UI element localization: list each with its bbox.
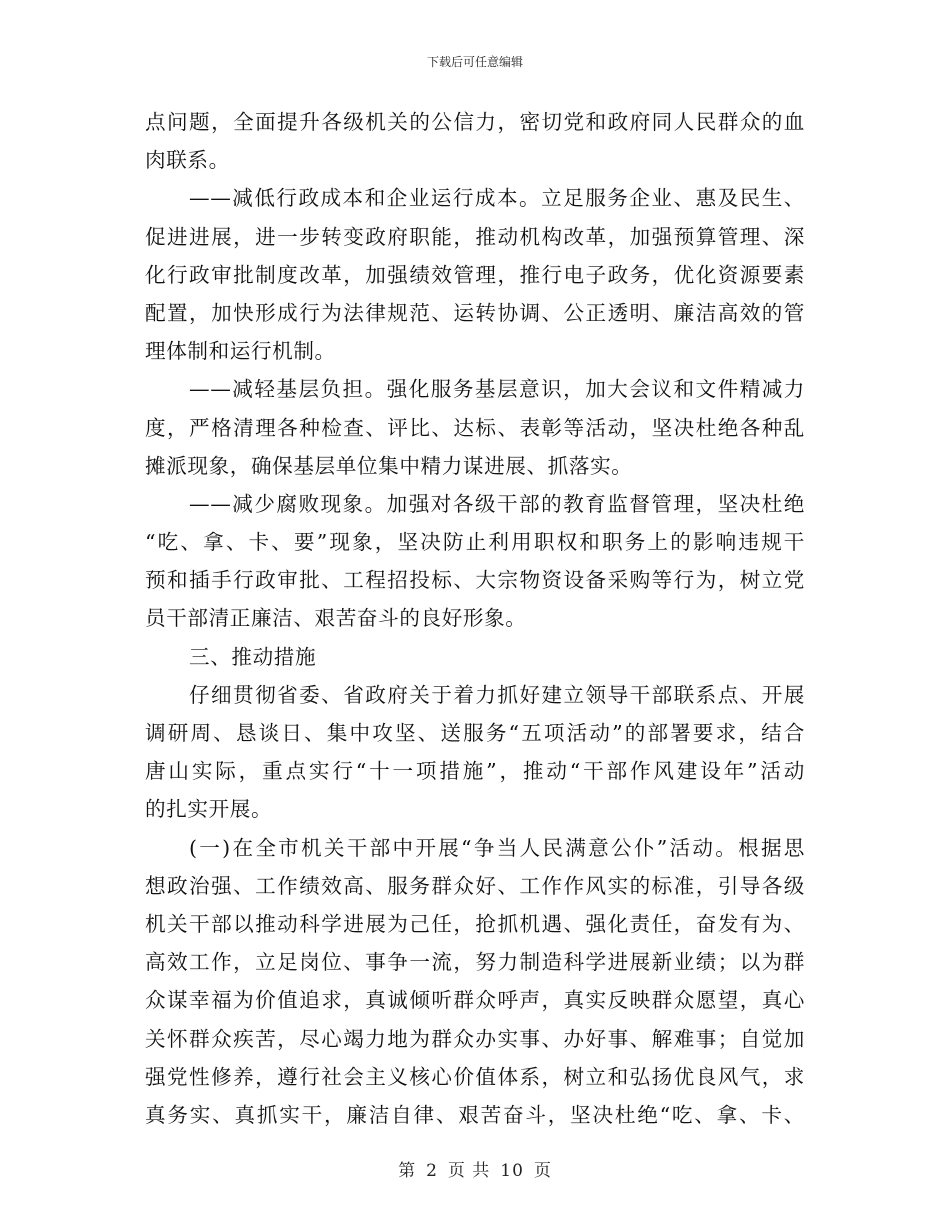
text-line: “吃、拿、卡、要”现象，坚决防止利用职权和职务上的影响违规干 xyxy=(145,530,805,555)
text-line: 强党性修养，遵行社会主义核心价值体系，树立和弘扬优良风气，求 xyxy=(145,1064,805,1089)
text-line: 真务实、真抓实干，廉洁自律、艰苦奋斗，坚决杜绝“吃、拿、卡、 xyxy=(145,1102,805,1127)
footer-suffix: 页 xyxy=(533,1161,552,1181)
footer-total-pages: 10 xyxy=(500,1161,524,1181)
footer-prefix: 第 xyxy=(398,1161,417,1181)
text-line: 想政治强、工作绩效高、服务群众好、工作作风实的标准，引导各级 xyxy=(145,873,805,898)
text-line: 员干部清正廉洁、艰苦奋斗的良好形象。 xyxy=(145,606,527,631)
text-line: 机关干部以推动科学进展为己任，抢抓机遇、强化责任，奋发有为、 xyxy=(145,911,805,936)
text-line: 的扎实开展。 xyxy=(145,797,273,822)
text-line: 化行政审批制度改革，加强绩效管理，推行电子政务，优化资源要素 xyxy=(145,262,805,287)
text-line: 肉联系。 xyxy=(145,148,230,173)
page-footer xyxy=(0,1156,950,1181)
text-line: 调研周、恳谈日、集中攻坚、送服务“五项活动”的部署要求，结合 xyxy=(145,721,805,745)
text-line: 度，严格清理各种检查、评比、达标、表彰等活动，坚决杜绝各种乱 xyxy=(145,415,805,440)
text-line: 高效工作，立足岗位、事争一流，努力制造科学进展新业绩；以为群 xyxy=(145,950,805,975)
text-line: 唐山实际，重点实行“十一项措施”，推动“干部作风建设年”活动 xyxy=(145,759,805,784)
text-line: 众谋幸福为价值追求，真诚倾听群众呼声，真实反映群众愿望，真心 xyxy=(145,988,805,1013)
text-line: ——减少腐败现象。加强对各级干部的教育监督管理，坚决杜绝 xyxy=(189,491,805,516)
page-header xyxy=(0,53,950,70)
text-line: ——减轻基层负担。强化服务基层意识，加大会议和文件精减力 xyxy=(189,377,805,402)
text-line: 配置，加快形成行为法律规范、运转协调、公正透明、廉洁高效的管 xyxy=(145,300,805,325)
text-line: 摊派现象，确保基层单位集中精力谋进展、抓落实。 xyxy=(145,453,633,478)
text-line: 促进进展，进一步转变政府职能，推动机构改革，加强预算管理、深 xyxy=(145,224,805,249)
footer-page-number: 2 xyxy=(426,1161,438,1181)
text-line: ——减低行政成本和企业运行成本。立足服务企业、惠及民生、 xyxy=(189,186,805,211)
document-body xyxy=(145,103,805,1134)
text-line: 关怀群众疾苦，尽心竭力地为群众办实事、办好事、解难事；自觉加 xyxy=(145,1026,805,1051)
text-line: 预和插手行政审批、工程招投标、大宗物资设备采购等行为，树立党 xyxy=(145,568,805,593)
text-line: 理体制和运行机制。 xyxy=(145,339,336,364)
header-text: 下载后可任意编辑 xyxy=(426,55,523,69)
footer-middle: 页 共 xyxy=(447,1161,491,1181)
text-line: 仔细贯彻省委、省政府关于着力抓好建立领导干部联系点、开展 xyxy=(189,682,805,707)
text-line: (一)在全市机关干部中开展“争当人民满意公仆”活动。根据思 xyxy=(189,835,805,860)
text-line: 点问题，全面提升各级机关的公信力，密切党和政府同人民群众的血 xyxy=(145,110,805,134)
text-line: 三、推动措施 xyxy=(189,644,317,669)
